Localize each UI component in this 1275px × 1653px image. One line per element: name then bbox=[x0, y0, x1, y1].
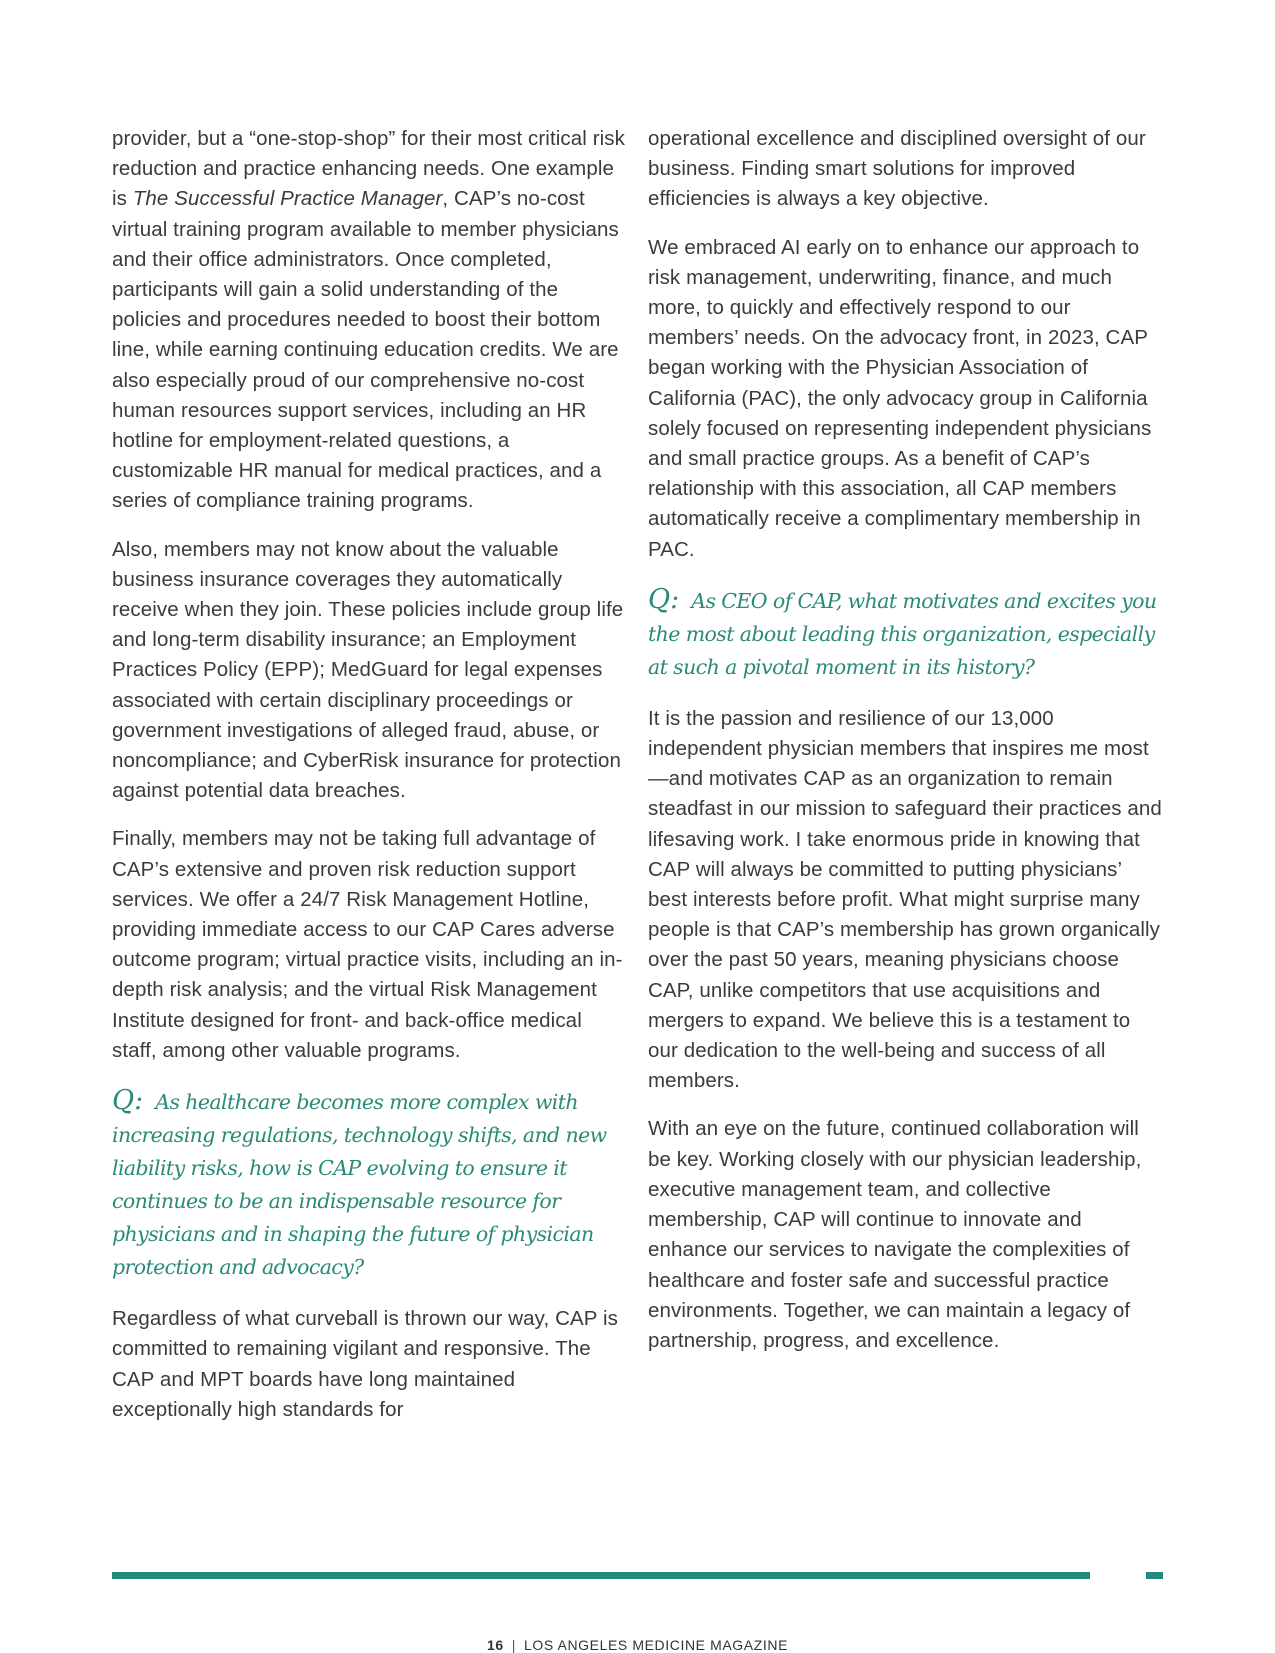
question-mark-label: Q: bbox=[648, 583, 680, 615]
paragraph-ai-advocacy: We embraced AI early on to enhance our approach to risk management, underwriting, finance, and much more, to quickly and effectively respond to our members’ needs. On the advocacy front, in 2023, CAP began working with the Physician Association of California (PAC), the only advocacy group in California solely focused on representing independent physicians and small practice groups. As a benefit of CAP’s relationship with this association, all CAP members automatically receive a complimentary membership in PAC. bbox=[648, 235, 1152, 561]
question-text: As CEO of CAP, what motivates and excites you the most about leading this organization, especially at such a pivotal moment in its history? bbox=[648, 588, 1157, 679]
paragraph-passion-resilience: It is the passion and resilience of our 13,000 independent physician members that inspires me most—and motivates CAP as an organization to remain steadfast in our mission to safeguard their practices and lifesaving work. I take enormous pride in knowing that CAP will always be committed to putting physicians’ best interests before profit. What might surprise many people is that CAP’s membership has grown organically over the past 50 years, meaning physicians choose CAP, unlike competitors that use acquisitions and mergers to expand. We believe this is a testament to our dedication to the well-being and success of all members. bbox=[648, 706, 1162, 1093]
paragraph-future-collaboration: With an eye on the future, continued collaboration will be key. Working closely with our physician leadership, executive management team, and collective membership, CAP will continue to innovate and enhance our services to navigate the complexities of healthcare and foster safe and successful practice environments. Together, we can maintain a legacy of partnership, progress, and excellence. bbox=[648, 1117, 1142, 1352]
question-text: As healthcare becomes more complex with increasing regulations, technology shifts, and new liability risks, how is CAP evolving to ensure it continues to be an indispensable resource for physicians and in shaping the future of physician protection and advocacy? bbox=[112, 1090, 607, 1280]
question-healthcare-complexity bbox=[112, 1084, 627, 1284]
paragraph-one-stop-shop bbox=[112, 124, 627, 517]
paragraph-text: provider, but a “one-stop-shop” for their most critical risk reduction and practice enhancing needs. One example is bbox=[112, 127, 625, 211]
paragraph-insurance-coverages: Also, members may not know about the valuable business insurance coverages they automatically receive when they join. These policies include group life and long-term disability insurance; an Employment Practices Policy (EPP); MedGuard for legal expenses associated with certain disciplinary proceedings or government investigations of alleged fraud, abuse, or noncompliance; and CyberRisk insurance for protection against potential data breaches. bbox=[112, 537, 624, 803]
footer-separator: | bbox=[511, 1637, 516, 1653]
page-footer bbox=[0, 1637, 1275, 1653]
question-mark-label: Q: bbox=[112, 1085, 144, 1117]
paragraph-curveball: Regardless of what curveball is thrown our way, CAP is committed to remaining vigilant and responsive. The CAP and MPT boards have long maintained exceptionally high standards for bbox=[112, 1307, 618, 1421]
program-title: The Successful Practice Manager bbox=[132, 187, 443, 211]
footer-divider-rule bbox=[112, 1572, 1090, 1579]
page-number: 16 bbox=[486, 1637, 504, 1653]
paragraph-risk-reduction: Finally, members may not be taking full advantage of CAP’s extensive and proven risk reduction support services. We offer a 24/7 Risk Management Hotline, providing immediate access to our CAP Cares adverse outcome program; virtual practice visits, including an in-depth risk analysis; and the virtual Risk Management Institute designed for front- and back-office medical staff, among other valuable programs. bbox=[112, 827, 623, 1062]
paragraph-text: , CAP’s no-cost virtual training program available to member physicians and their office administrators. Once completed, participants will gain a solid understanding of the policies and procedures needed to boost their bottom line, while earning continuing education credits. We are also especially proud of our comprehensive no-cost human resources support services, including an HR hotline for employment-related questions, a customizable HR manual for medical practices, and a series of compliance training programs. bbox=[112, 187, 619, 513]
paragraph-operational-excellence: operational excellence and disciplined oversight of our business. Finding smart solutions for improved efficiencies is always a key objective. bbox=[648, 127, 1146, 211]
question-ceo-motivation bbox=[648, 583, 1163, 684]
left-column bbox=[112, 124, 627, 1443]
right-column bbox=[648, 124, 1163, 1374]
publication-name: LOS ANGELES MEDICINE MAGAZINE bbox=[524, 1637, 789, 1653]
footer-divider-tick bbox=[1146, 1572, 1163, 1579]
